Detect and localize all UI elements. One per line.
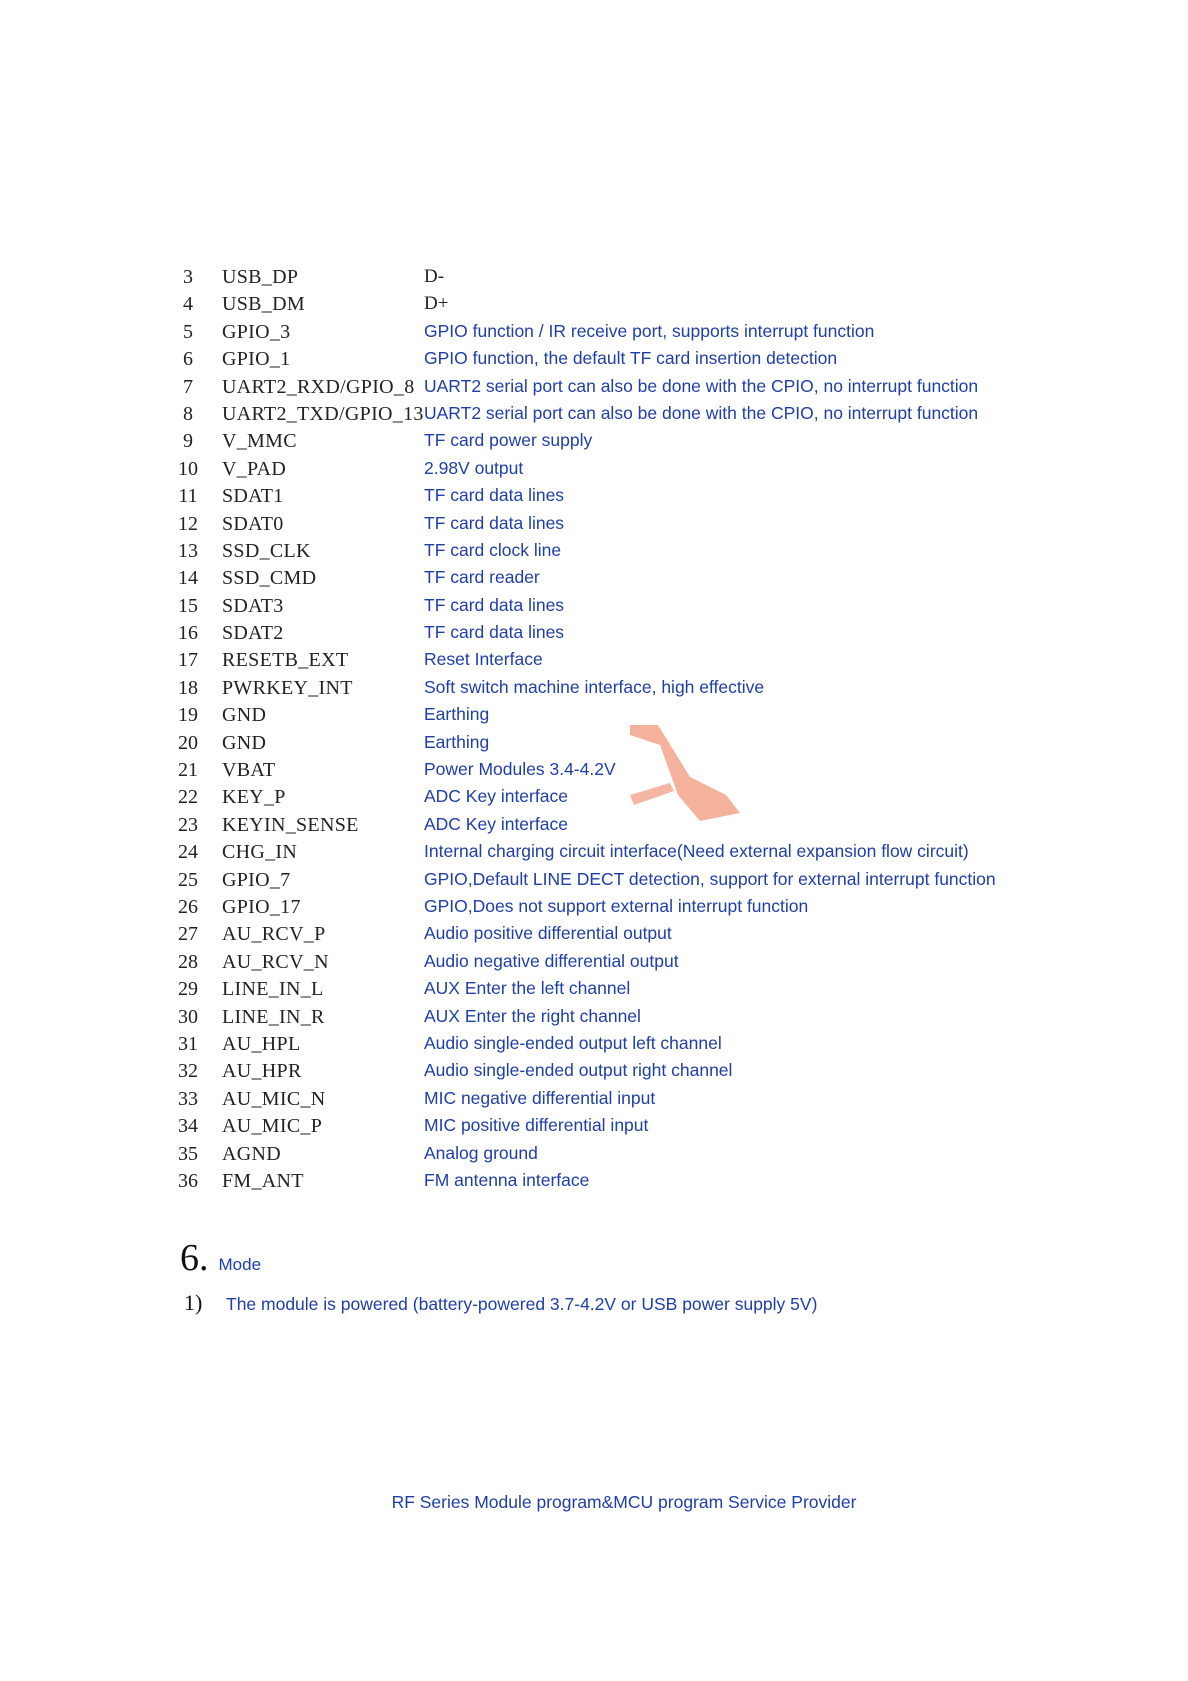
pin-name: UART2_TXD/GPIO_13 xyxy=(222,402,424,425)
pin-number: 7 xyxy=(183,375,193,398)
pin-description: ADC Key interface xyxy=(424,786,568,807)
section-title: Mode xyxy=(218,1255,262,1274)
pin-description: TF card clock line xyxy=(424,539,562,560)
table-row xyxy=(0,291,1188,318)
pin-description: Power Modules 3.4-4.2V xyxy=(424,759,616,780)
list-item xyxy=(184,1290,817,1316)
table-row xyxy=(0,1004,1188,1031)
table-row xyxy=(0,675,1188,702)
pin-description: GPIO,Default LINE DECT detection, support for external interrupt function xyxy=(424,868,996,889)
table-row xyxy=(0,538,1188,565)
pin-number: 5 xyxy=(183,320,193,343)
pin-number: 26 xyxy=(178,895,198,918)
pin-number: 30 xyxy=(178,1005,198,1028)
pin-name: SDAT3 xyxy=(222,594,284,617)
pin-number: 20 xyxy=(178,731,198,754)
table-row xyxy=(0,319,1188,346)
pin-description: GPIO,Does not support external interrupt function xyxy=(424,895,809,916)
pin-number: 27 xyxy=(178,923,198,946)
pin-description: ADC Key interface xyxy=(424,813,568,834)
table-row xyxy=(0,784,1188,811)
pin-name: AU_HPL xyxy=(222,1032,301,1055)
watermark-logo xyxy=(630,725,770,843)
table-row xyxy=(0,1113,1188,1140)
pin-name: KEYIN_SENSE xyxy=(222,813,359,836)
table-row xyxy=(0,620,1188,647)
table-row xyxy=(0,839,1188,866)
table-row xyxy=(0,483,1188,510)
pin-number: 32 xyxy=(178,1060,198,1083)
pin-description: Reset Interface xyxy=(424,649,543,670)
pin-name: GPIO_1 xyxy=(222,348,291,371)
table-row xyxy=(0,949,1188,976)
pin-description: FM antenna interface xyxy=(424,1169,590,1190)
pin-table xyxy=(0,264,1188,1195)
pin-number: 10 xyxy=(178,457,198,480)
pin-number: 6 xyxy=(183,348,193,371)
pin-number: 25 xyxy=(178,868,198,891)
table-row xyxy=(0,374,1188,401)
pin-name: KEY_P xyxy=(222,786,286,809)
pin-description: Internal charging circuit interface(Need external expansion flow circuit) xyxy=(424,841,969,862)
pin-number: 34 xyxy=(178,1115,198,1138)
pin-description: Audio positive differential output xyxy=(424,923,672,944)
pin-name: AU_HPR xyxy=(222,1060,302,1083)
pin-description: GPIO function / IR receive port, supports interrupt function xyxy=(424,320,875,341)
pin-number: 14 xyxy=(178,567,198,590)
table-row xyxy=(0,1141,1188,1168)
pin-name: RESETB_EXT xyxy=(222,649,349,672)
pin-name: GND xyxy=(222,704,267,727)
section-number: 6. xyxy=(180,1237,209,1279)
pin-description: TF card data lines xyxy=(424,512,565,533)
pin-description: GPIO function, the default TF card insertion detection xyxy=(424,348,838,369)
pin-description: Earthing xyxy=(424,731,490,752)
pin-name: SDAT2 xyxy=(222,622,284,645)
table-row xyxy=(0,264,1188,291)
table-row xyxy=(0,702,1188,729)
pin-number: 33 xyxy=(178,1087,198,1110)
pin-description: UART2 serial port can also be done with the CPIO, no interrupt function xyxy=(424,375,979,396)
pin-number: 13 xyxy=(178,539,198,562)
pin-description: D- xyxy=(424,266,445,287)
pin-number: 16 xyxy=(178,622,198,645)
pin-description: MIC positive differential input xyxy=(424,1115,649,1136)
table-row xyxy=(0,511,1188,538)
pin-description: AUX Enter the left channel xyxy=(424,978,631,999)
pin-description: AUX Enter the right channel xyxy=(424,1005,641,1026)
table-row xyxy=(0,1058,1188,1085)
pin-number: 12 xyxy=(178,512,198,535)
pin-name: SSD_CLK xyxy=(222,539,311,562)
table-row xyxy=(0,346,1188,373)
pin-name: UART2_RXD/GPIO_8 xyxy=(222,375,415,398)
pin-number: 29 xyxy=(178,978,198,1001)
pin-name: LINE_IN_L xyxy=(222,978,324,1001)
pin-number: 28 xyxy=(178,950,198,973)
pin-number: 19 xyxy=(178,704,198,727)
pin-name: GND xyxy=(222,731,267,754)
pin-description: Soft switch machine interface, high effective xyxy=(424,676,765,697)
pin-number: 36 xyxy=(178,1169,198,1192)
list-item-number: 1) xyxy=(184,1290,203,1315)
table-row xyxy=(0,401,1188,428)
pin-description: Earthing xyxy=(424,704,490,725)
table-row xyxy=(0,428,1188,455)
pin-number: 17 xyxy=(178,649,198,672)
table-row xyxy=(0,456,1188,483)
table-row xyxy=(0,812,1188,839)
pin-description: TF card data lines xyxy=(424,594,565,615)
table-row xyxy=(0,730,1188,757)
pin-number: 11 xyxy=(178,485,198,508)
pin-name: AU_MIC_P xyxy=(222,1115,323,1138)
pin-number: 15 xyxy=(178,594,198,617)
pin-number: 24 xyxy=(178,841,198,864)
table-row xyxy=(0,757,1188,784)
pin-name: VBAT xyxy=(222,759,276,782)
table-row xyxy=(0,1086,1188,1113)
pin-description: D+ xyxy=(424,293,449,315)
pin-name: V_PAD xyxy=(222,457,287,480)
pin-name: AU_RCV_N xyxy=(222,950,329,973)
pin-name: CHG_IN xyxy=(222,841,298,864)
table-row xyxy=(0,976,1188,1003)
pin-name: PWRKEY_INT xyxy=(222,676,353,699)
pin-name: SDAT1 xyxy=(222,485,284,508)
pin-name: V_MMC xyxy=(222,430,297,453)
pin-description: TF card power supply xyxy=(424,430,593,451)
table-row xyxy=(0,647,1188,674)
pin-description: Audio single-ended output left channel xyxy=(424,1032,722,1053)
pin-number: 35 xyxy=(178,1142,198,1165)
table-row xyxy=(0,593,1188,620)
pin-name: USB_DP xyxy=(222,266,299,288)
pin-name: GPIO_3 xyxy=(222,320,291,343)
pin-description: 2.98V output xyxy=(424,457,524,478)
table-row xyxy=(0,894,1188,921)
pin-number: 21 xyxy=(178,759,198,782)
pin-description: UART2 serial port can also be done with the CPIO, no interrupt function xyxy=(424,402,979,423)
pin-number: 31 xyxy=(178,1032,198,1055)
pin-name: GPIO_17 xyxy=(222,895,301,918)
pin-number: 22 xyxy=(178,786,198,809)
table-row xyxy=(0,1031,1188,1058)
table-row xyxy=(0,1168,1188,1195)
table-row xyxy=(0,921,1188,948)
pin-description: Audio single-ended output right channel xyxy=(424,1060,733,1081)
pin-description: Analog ground xyxy=(424,1142,538,1163)
table-row xyxy=(0,867,1188,894)
pin-number: 9 xyxy=(183,430,193,453)
pin-name: FM_ANT xyxy=(222,1169,304,1192)
pin-number: 23 xyxy=(178,813,198,836)
pin-name: USB_DM xyxy=(222,293,305,316)
pin-description: TF card data lines xyxy=(424,485,565,506)
pin-number: 18 xyxy=(178,676,198,699)
pin-description: TF card reader xyxy=(424,567,540,588)
pin-name: AU_MIC_N xyxy=(222,1087,326,1110)
pin-description: Audio negative differential output xyxy=(424,950,679,971)
page-footer: RF Series Module program&MCU program Service Provider xyxy=(391,1492,857,1512)
pin-number: 4 xyxy=(183,293,193,316)
pin-description: TF card data lines xyxy=(424,622,565,643)
pin-name: AU_RCV_P xyxy=(222,923,326,946)
pin-number: 3 xyxy=(183,266,193,288)
table-row xyxy=(0,565,1188,592)
pin-description: MIC negative differential input xyxy=(424,1087,656,1108)
section-heading xyxy=(180,1236,261,1280)
list-item-text: The module is powered (battery-powered 3.7-4.2V or USB power supply 5V) xyxy=(226,1294,818,1314)
pin-name: GPIO_7 xyxy=(222,868,291,891)
pin-name: LINE_IN_R xyxy=(222,1005,325,1028)
pin-name: AGND xyxy=(222,1142,281,1165)
pin-number: 8 xyxy=(183,402,193,425)
pin-name: SSD_CMD xyxy=(222,567,317,590)
pin-name: SDAT0 xyxy=(222,512,284,535)
